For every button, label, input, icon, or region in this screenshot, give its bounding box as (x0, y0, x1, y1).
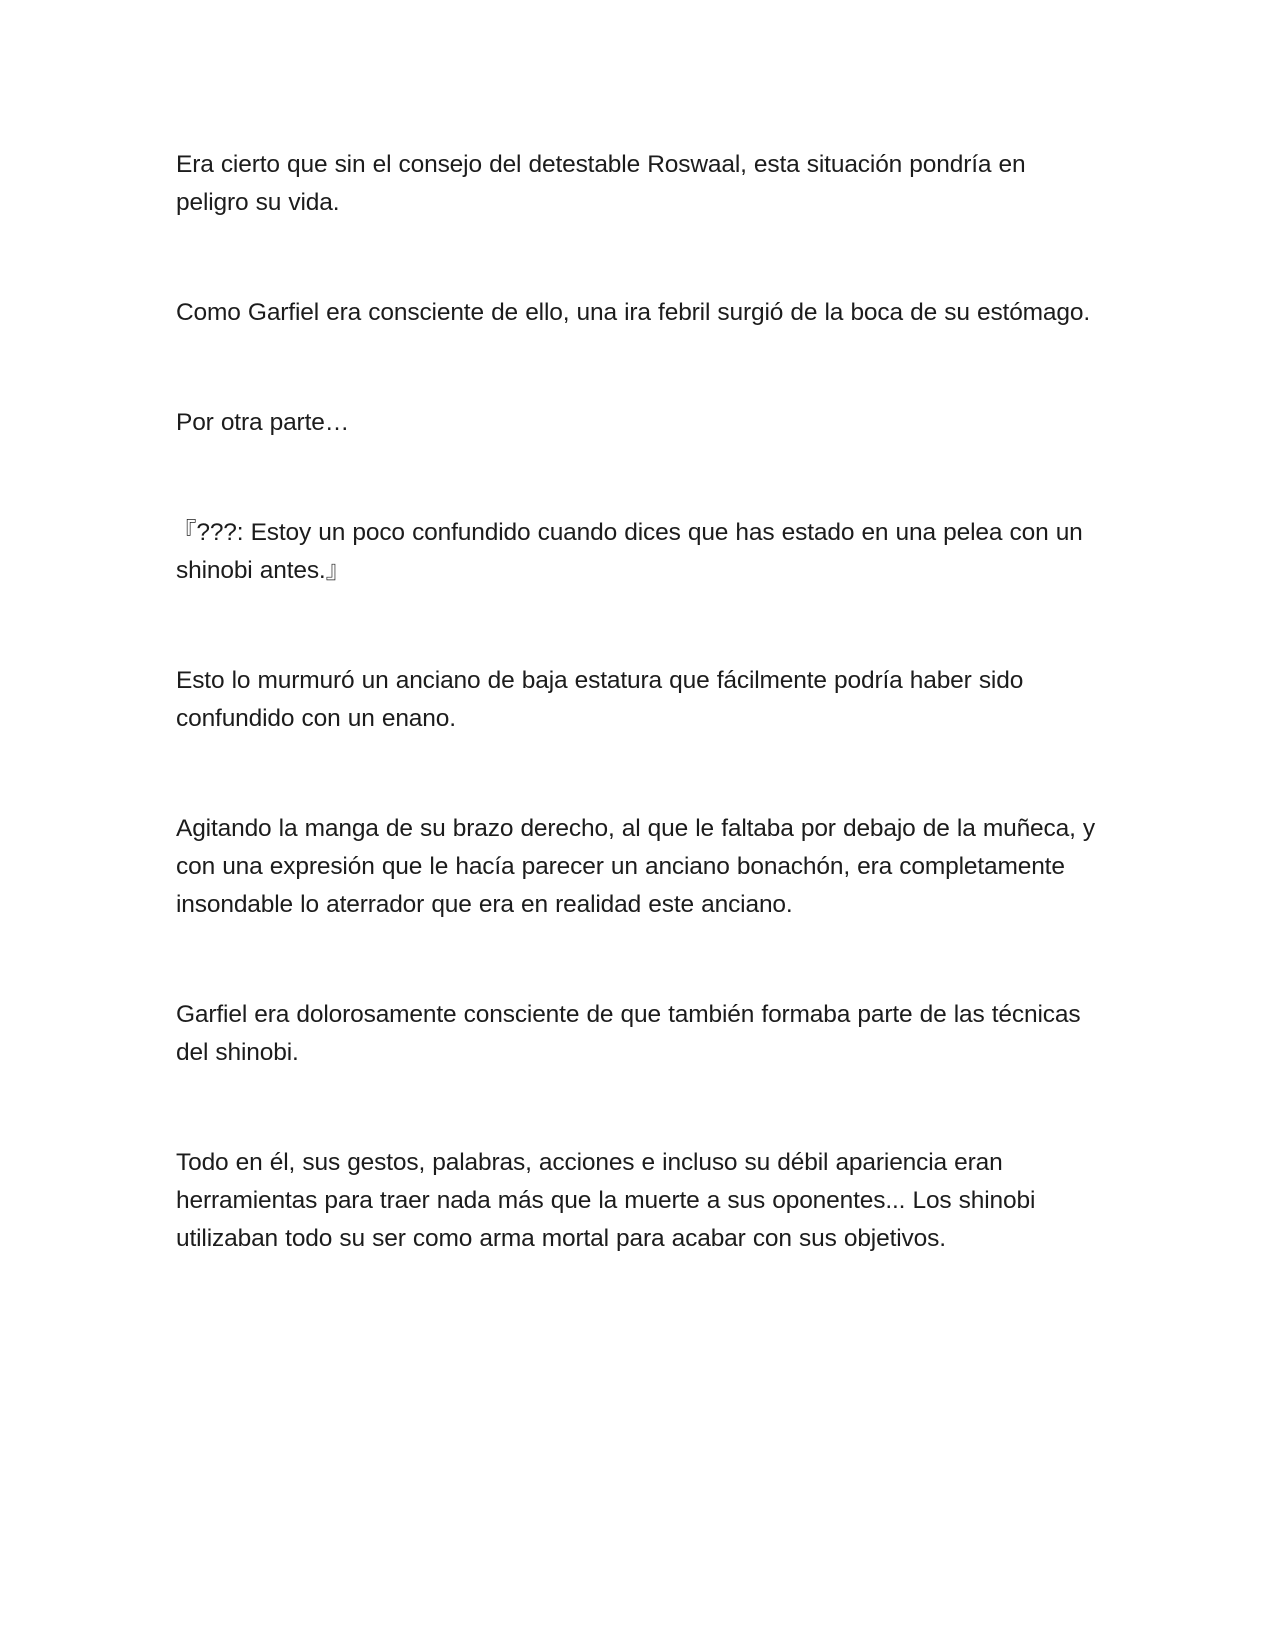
paragraph: Agitando la manga de su brazo derecho, al que le faltaba por debajo de la muñeca, y con una expresión que le hacía parecer un anciano bonachón, era completamente insondable lo aterrador que era en realidad este anciano. (176, 815, 1096, 918)
paragraph: Garfiel era dolorosamente consciente de que también formaba parte de las técnicas del shinobi. (176, 1001, 1081, 1066)
dialogue-paragraph: 『???: Estoy un poco confundido cuando dices que has estado en una pelea con un shinobi antes.』 (172, 519, 1083, 584)
paragraph: Era cierto que sin el consejo del detestable Roswaal, esta situación pondría en peligro su vida. (176, 151, 1026, 216)
paragraph: Esto lo murmuró un anciano de baja estatura que fácilmente podría haber sido confundido con un enano. (176, 667, 1024, 732)
text-column (172, 146, 1101, 1258)
paragraph: Todo en él, sus gestos, palabras, acciones e incluso su débil apariencia eran herramientas para traer nada más que la muerte a sus oponentes... Los shinobi utilizaban todo su ser como arma mortal para acabar con sus objetivos. (176, 1149, 1036, 1252)
paragraph: Como Garfiel era consciente de ello, una ira febril surgió de la boca de su estómago. (176, 299, 1091, 326)
paragraph: Por otra parte… (176, 409, 350, 436)
